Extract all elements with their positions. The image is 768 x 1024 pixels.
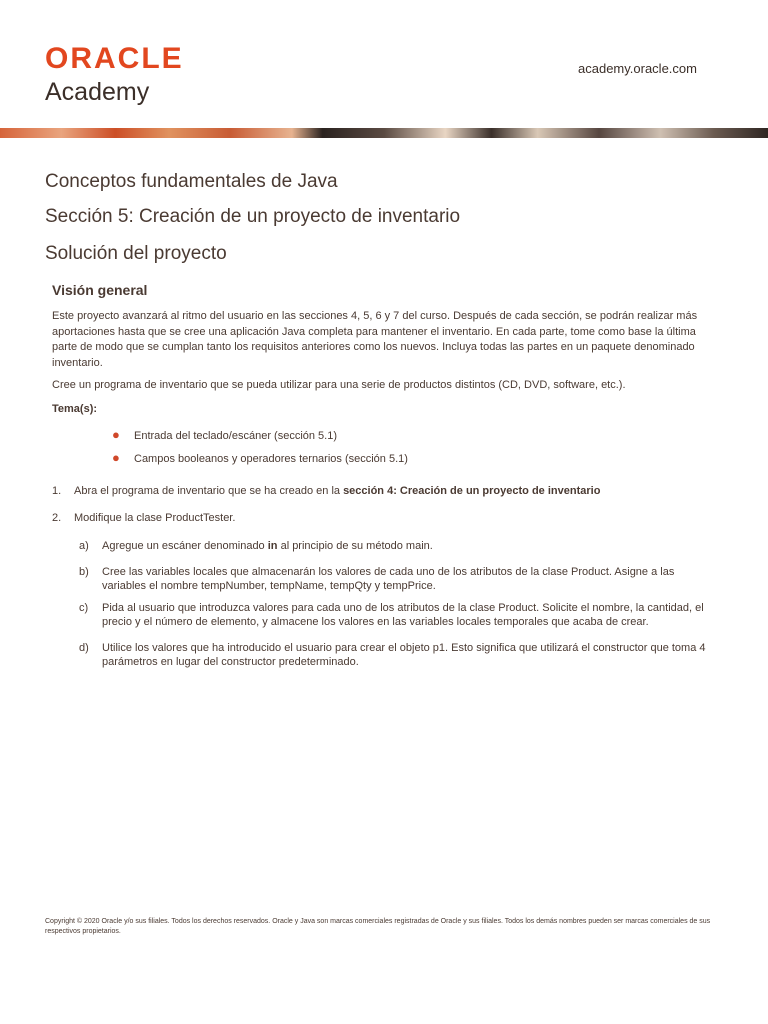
document-subtitle: Solución del proyecto [45, 243, 227, 264]
substep-text: Cree las variables locales que almacenarán los valores de cada uno de los atributos de la clase Product. Asigne a las variables el nombre tempNumber, tempName, tempQty y tempPrice. [102, 566, 675, 592]
topic-item [112, 427, 337, 442]
overview-paragraph: Este proyecto avanzará al ritmo del usuario en las secciones 4, 5, 6 y 7 del curso. Después de cada sección, se podrán realizar más aportaciones hasta que se cree una aplicación Java completa para mantener el inventario. En cada parte, tome como base la última parte de modo que se cumplan tanto los requisitos anteriores como los nuevos. Incluya todas las partes en un paquete denominado inventario. [52, 310, 698, 369]
topic-item [112, 450, 408, 465]
oracle-academy-logo [45, 44, 184, 106]
substep-item [79, 601, 719, 629]
substep-text [102, 539, 719, 553]
step-number: 2. [52, 512, 62, 524]
substep-text-after: al principio de su método main. [277, 540, 433, 552]
logo-brand: ORACLE [45, 42, 184, 75]
copyright-footer: Copyright © 2020 Oracle y/o sus filiales. Todos los derechos reservados. Oracle y Java son marcas comerciales registradas de Oracle y sus filiales. Todos los demás nombres pueden ser marcas comerciales de sus respectivos propietarios. [45, 918, 711, 935]
substep-letter: d) [79, 642, 89, 654]
course-title: Conceptos fundamentales de Java [45, 171, 338, 192]
topics-label: Tema(s): [52, 403, 98, 415]
substep-keyword: in [267, 540, 278, 552]
step-item [52, 485, 600, 497]
substep-item [79, 539, 719, 553]
step-reference: sección 4: Creación de un proyecto de inventario [343, 485, 601, 497]
program-description: Cree un programa de inventario que se pueda utilizar para una serie de productos distintos (CD, DVD, software, etc.). [52, 379, 626, 391]
bullet-icon: ● [112, 427, 120, 442]
topic-text: Campos booleanos y operadores ternarios (sección 5.1) [134, 453, 408, 465]
section-title: Sección 5: Creación de un proyecto de inventario [45, 206, 461, 227]
substep-letter: b) [79, 566, 89, 578]
substep-text-before: Agregue un escáner denominado [102, 540, 268, 552]
topic-text: Entrada del teclado/escáner (sección 5.1) [134, 430, 338, 442]
step-text: Abra el programa de inventario que se ha creado en la [74, 485, 344, 497]
step-item [52, 512, 235, 524]
decorative-banner [0, 128, 768, 138]
logo-product: Academy [45, 78, 150, 106]
step-number: 1. [52, 485, 62, 497]
substep-letter: a) [79, 540, 89, 552]
substep-letter: c) [79, 602, 89, 614]
site-url-link[interactable]: academy.oracle.com [578, 61, 697, 76]
bullet-icon: ● [112, 450, 120, 465]
substep-item [79, 565, 719, 593]
substep-item [79, 641, 719, 669]
substep-text: Pida al usuario que introduzca valores para cada uno de los atributos de la clase Product. Solicite el nombre, la cantidad, el precio y el número de elemento, y almacene los valores en las variables locales temporales que acaba de crear. [102, 602, 704, 628]
overview-heading: Visión general [52, 282, 148, 298]
step-text: Modifique la clase ProductTester. [74, 512, 236, 524]
substep-text: Utilice los valores que ha introducido el usuario para crear el objeto p1. Esto significa que utilizará el constructor que toma 4 parámetros en lugar del constructor predeterminado. [102, 642, 706, 668]
